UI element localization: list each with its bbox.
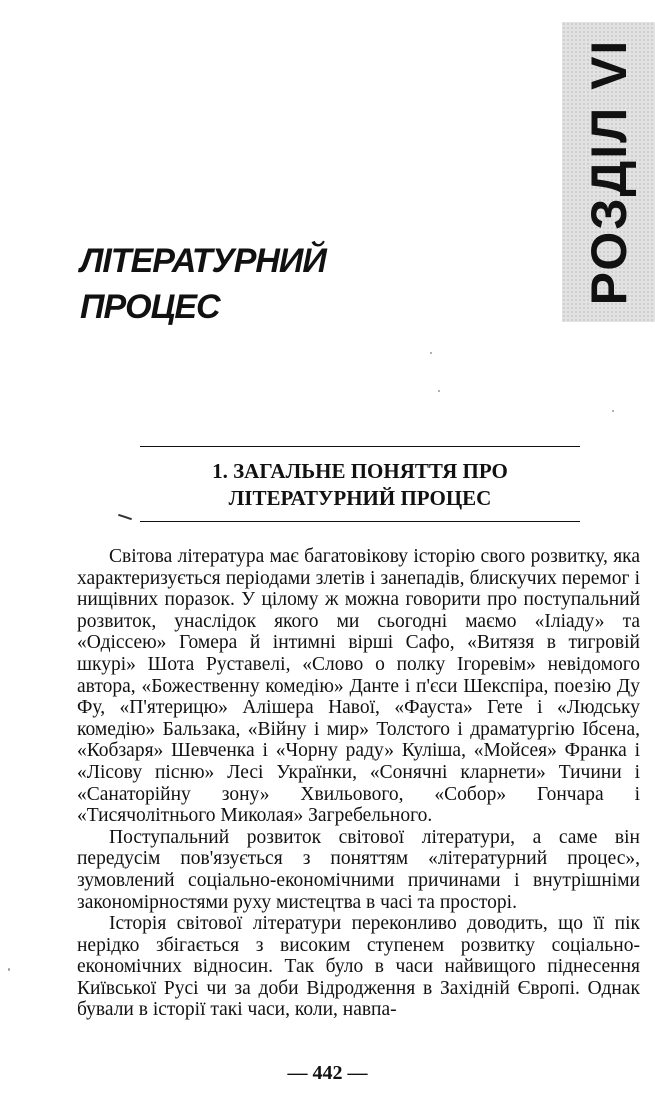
scan-speck xyxy=(430,352,432,354)
section-rule-top xyxy=(140,446,580,447)
chapter-title xyxy=(80,238,326,330)
body-paragraph: Поступальний розвиток світової літератури, а саме він передусім пов'язується з поняттям «літературний процес», зумовлений соціально-економічними причинами і внутрішніми закономірностями руху мистецтва в часі та просторі. xyxy=(77,826,640,913)
section-rule-bottom xyxy=(140,521,580,522)
scan-speck xyxy=(438,390,440,392)
body-text xyxy=(77,546,640,1021)
body-paragraph: Історія світової літератури переконливо доводить, що її пік нерідко збігається з високим ступенем розвитку соціально-економічних відносин. Так було в часи найвищого піднесення Київської Русі чи за доби Відродження в Західній Європі. Однак бували в історії такі часи, коли, навпа- xyxy=(77,913,640,1021)
scan-speck xyxy=(8,968,10,971)
chapter-title-line-1: ЛІТЕРАТУРНИЙ xyxy=(80,242,326,280)
rule-tick-mark xyxy=(118,514,132,520)
section-heading-line-2: ЛІТЕРАТУРНИЙ ПРОЦЕС xyxy=(228,486,492,510)
section-heading-line-1: 1. ЗАГАЛЬНЕ ПОНЯТТЯ ПРО xyxy=(212,459,508,483)
page-number: — 442 — xyxy=(287,1062,368,1084)
chapter-side-tab xyxy=(562,22,655,322)
chapter-title-line-2: ПРОЦЕС xyxy=(80,288,220,326)
scan-speck xyxy=(612,410,614,412)
body-paragraph: Світова література має багатовікову історію свого розвитку, яка характеризується періодами злетів і занепадів, блискучих перемог і нищівних поразок. У цілому ж можна говорити про поступальний розвиток, унаслідок якого ми сьогодні маємо «Іліаду» та «Одіссею» Гомера й інтимні вірші Сафо, «Витязя в тигровій шкурі» Шота Руставелі, «Слово о полку Ігоревім» невідомого автора, «Божественну комедію» Данте і п'єси Шекспіра, поезію Ду Фу, «П'ятерицю» Алішера Навої, «Фауста» Гете і «Людську комедію» Бальзака, «Війну і мир» Толстого і драматургію Ібсена, «Кобзаря» Шевченка і «Чорну раду» Куліша, «Мойсея» Франка і «Лісову пісню» Лесі Українки, «Сонячні кларнети» Тичини і «Санаторійну зону» Хвильового, «Собор» Гончара і «Тисячолітнього Миколая» Загребельного. xyxy=(77,546,640,827)
chapter-number-label: РОЗДІЛ VI xyxy=(580,38,637,306)
section-heading xyxy=(140,458,580,512)
